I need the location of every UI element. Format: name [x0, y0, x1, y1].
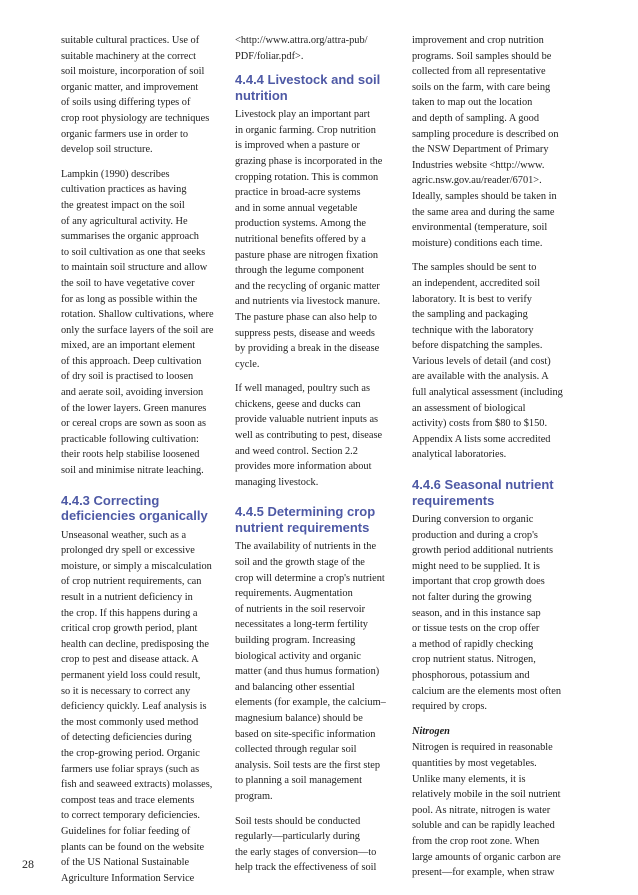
column-3: [412, 33, 572, 890]
paragraph: Nitrogen is required in reasonable quantities by most vegetables. Unlike many elements, it is relatively mobile in the soil nutrient pool. As nitrate, nitrogen is water soluble and can be rapidly leached from the crop root zone. When large amounts of organic carbon are present—for example, when straw: [412, 742, 561, 879]
section-heading-4-4-4: 4.4.4 Livestock and soil nutrition: [235, 72, 381, 103]
page-number: 28: [22, 857, 34, 871]
section-heading-4-4-5: 4.4.5 Determining crop nutrient requirements: [235, 504, 376, 535]
paragraph: During conversion to organic production and during a crop's growth period additional nutrients might need to be supplied. It is important that crop growth does not falter during the growing season, and in this instance sap or tissue tests on the crop offer a method of rapidly checking crop nutrient status. Nitrogen, phosphorous, potassium and calcium are the elements most often required by crops.: [412, 514, 562, 713]
paragraph: suitable cultural practices. Use of suitable machinery at the correct soil moisture, incorporation of soil organic matter, and improvement of soils using differing types of crop root physiology are techniques organic farmers use in order to develop soil structure.: [61, 35, 210, 156]
paragraph: Livestock play an important part in organic farming. Crop nutrition is improved when a pasture or grazing phase is incorporated in the cropping rotation. This is common practice in broad-acre systems and in some annual vegetable production systems. Among the nutritional benefits offered by a pasture phase are nitrogen fixation through the legume component and the recycling of organic matter and nutrients via livestock manure. The pasture phase can also help to suppress pests, disease and weeds by providing a break in the disease cycle.: [235, 109, 383, 370]
section-heading-4-4-6: 4.4.6 Seasonal nutrient requirements: [412, 477, 554, 508]
paragraph: The samples should be sent to an independent, accredited soil laboratory. It is best to verify the sampling and packaging technique with the laboratory before dispatching the samples. Various levels of detail (and cost) are available with the analysis. A full analytical assessment (including an assessment of biological activity) costs from $80 to $150. Appendix A lists some accredited analytical laboratories.: [412, 262, 563, 461]
column-1: [61, 33, 221, 895]
paragraph: The availability of nutrients in the soil and the growth stage of the crop will determine a crop's nutrient requirements. Augmentation of nutrients in the soil reservoir necessitates a long-term fertility building program. Increasing biological activity and organic matter (and thus humus formation) and balancing other essential elements (for example, the calcium– magnesium balance) should be based on site-specific information collected through regular soil analysis. Soil tests are the first step to planning a soil management program.: [235, 541, 386, 802]
paragraph: Soil tests should be conducted regularly—particularly during the early stages of conversion—to help track the effectiveness of soil: [235, 815, 377, 874]
paragraph: improvement and crop nutrition programs. Soil samples should be collected from all representative soils on the farm, with care being taken to map out the location and depth of sampling. A good sampling procedure is described on the NSW Department of Primary Industries website <http://www. agric.nsw.gov.au/reader/6701>. Ideally, samples should be taken in the same area and during the same environmental (temperature, soil moisture) conditions each time.: [412, 35, 559, 249]
column-2: [235, 33, 395, 885]
paragraph: Unseasonal weather, such as a prolonged dry spell or excessive moisture, or simply a miscalculation of crop nutrient requirements, can result in a nutrient deficiency in the crop. If this happens during a critical crop growth period, plant health can decline, predisposing the crop to pest and disease attack. A permanent yield loss could result, so it is necessary to correct any deficiency quickly. Leaf analysis is the most commonly used method of detecting deficiencies during the crop-growing period. Organic farmers use foliar sprays (such as fish and seaweed extracts) molasses, compost teas and trace elements to correct temporary deficiencies. Guidelines for foliar feeding of plants can be found on the website of the US National Sustainable Agriculture Information Service: [61, 529, 213, 884]
paragraph: Lampkin (1990) describes cultivation practices as having the greatest impact on the soil of any agricultural activity. He summarises the organic approach to soil cultivation as one that seeks to maintain soil structure and allow the soil to have vegetative cover for as long as possible within the rotation. Shallow cultivations, where only the surface layers of the soil are mixed, are an important element of this approach. Deep cultivation of dry soil is practised to loosen and aerate soil, avoiding inversion of the lower layers. Green manures or cereal crops are sown as soon as practicable following cultivation: their roots help stabilise loosened soil and minimise nitrate leaching.: [61, 168, 214, 477]
paragraph: If well managed, poultry such as chickens, geese and ducks can provide valuable nutrient inputs as well as contributing to pest, disease and weed control. Section 2.2 provides more information about managing livestock.: [235, 383, 383, 488]
paragraph: <http://www.attra.org/attra-pub/ PDF/foliar.pdf>.: [235, 35, 368, 62]
section-heading-4-4-3: 4.4.3 Correcting deficiencies organically: [61, 492, 208, 524]
subheading-nitrogen: Nitrogen: [412, 725, 450, 737]
